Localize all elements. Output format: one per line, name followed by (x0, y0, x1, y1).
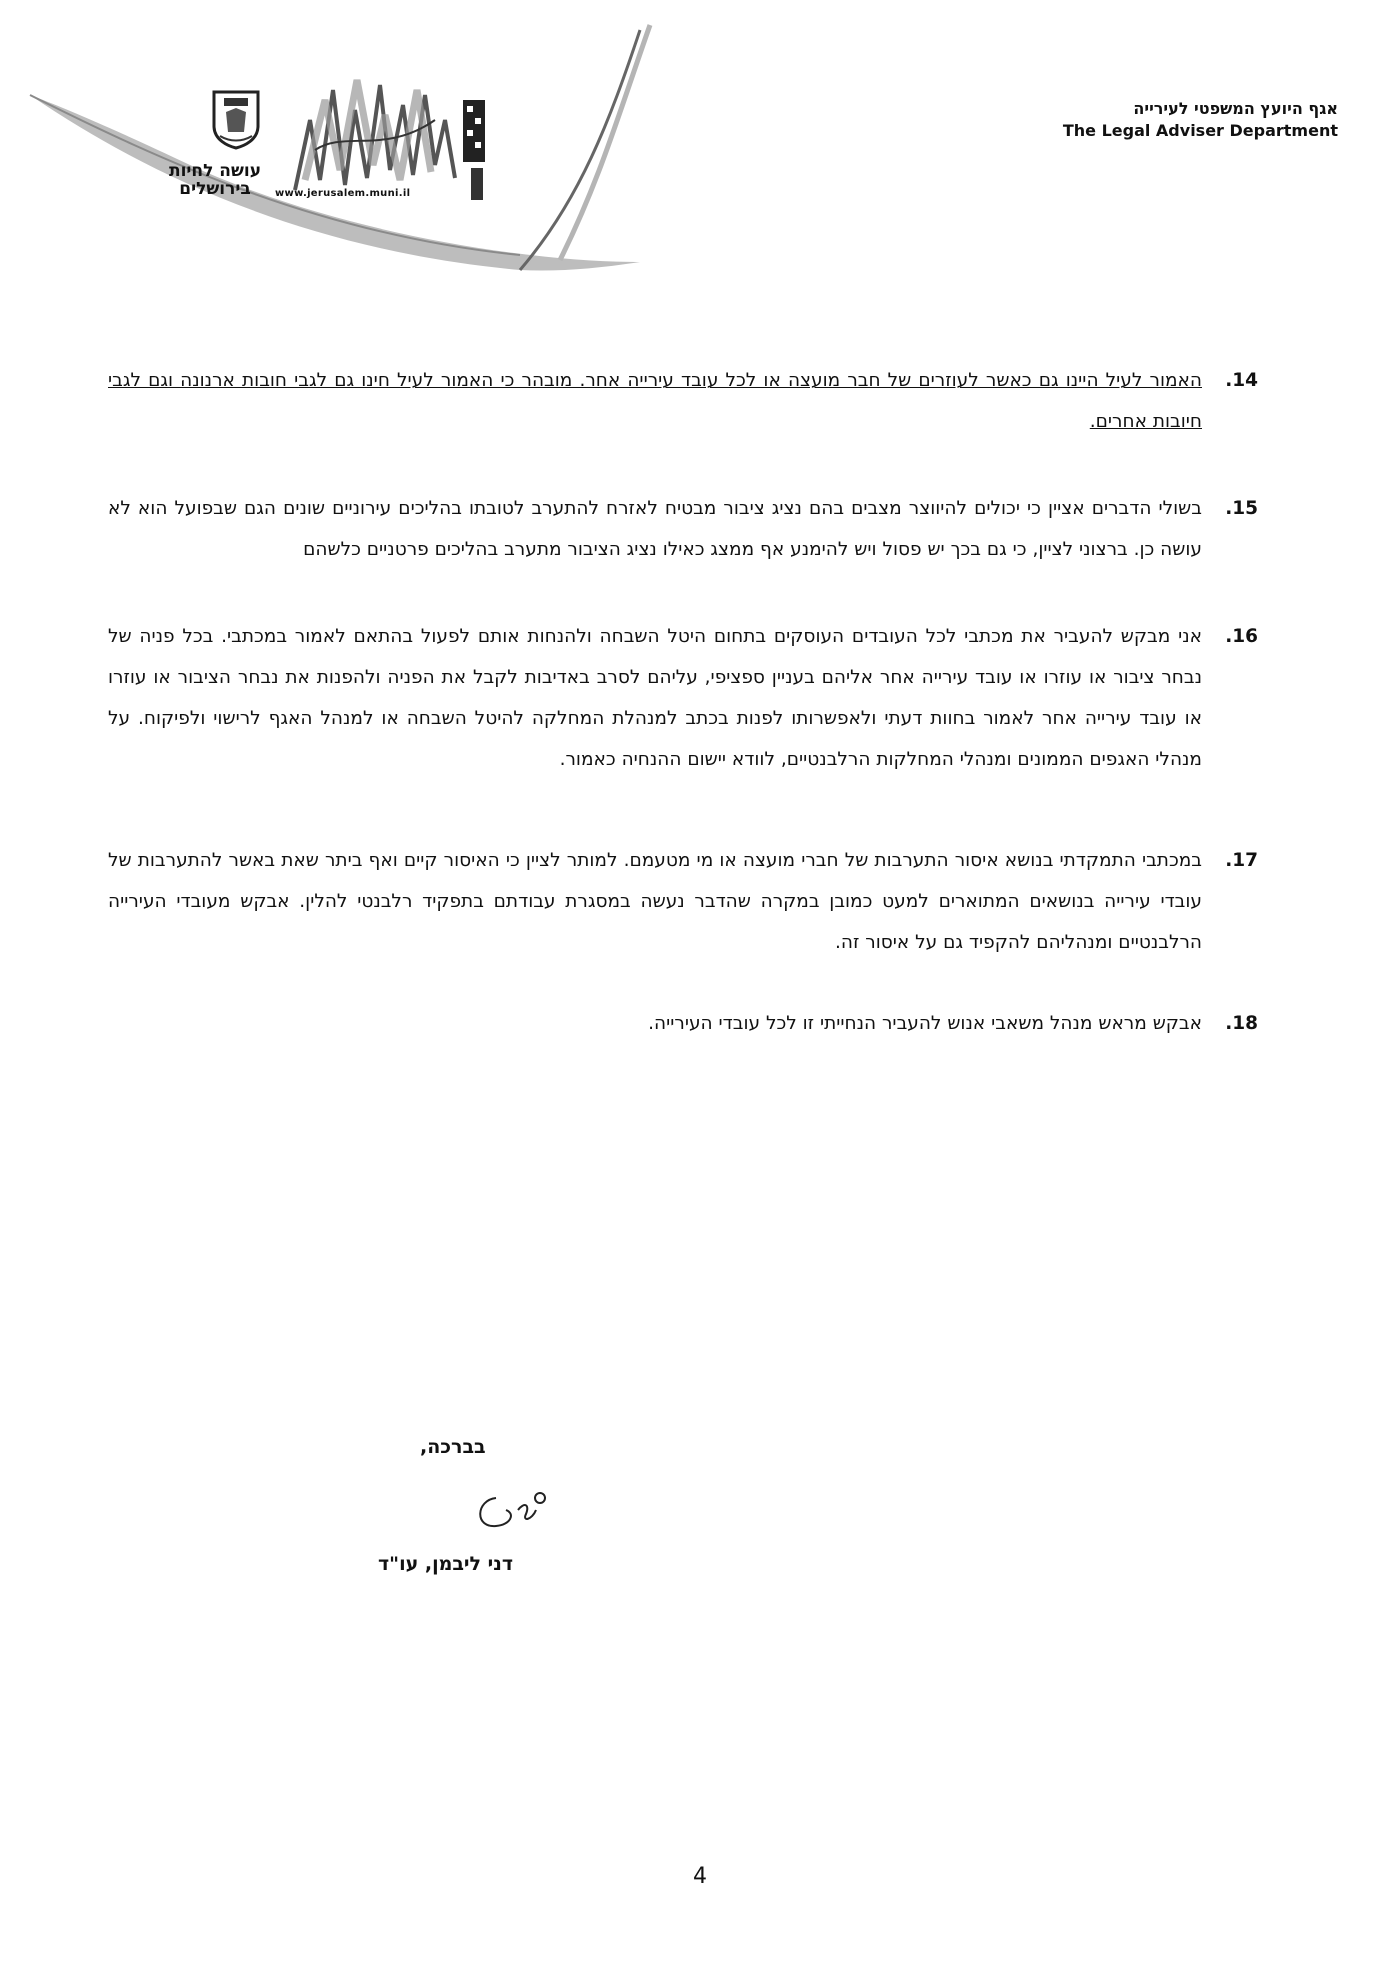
paragraph-number: 16. (1225, 626, 1258, 647)
paragraph-14 (108, 360, 1258, 442)
department-header (1063, 98, 1338, 142)
paragraph-text: האמור לעיל היינו גם כאשר לעוזרים של חבר מועצה או לכל עובד עירייה אחר. מובהר כי האמור לעיל חינו גם לגבי חובות ארנונה וגם לגבי חיובות אחרים. (108, 370, 1202, 432)
paragraph-number: 17. (1225, 850, 1258, 871)
page-number: 4 (693, 1864, 707, 1889)
paragraph-text: במכתבי התמקדתי בנושא איסור התערבות של חברי מועצה או מי מטעמם. למותר לציין כי האיסור קיים ואף ביתר שאת באשר להתערבות של עובדי עירייה בנושאים המתוארים למעט כמובן במקרה שהדבר נעשה במסגרת עבודתם בתפקיד רלבנטי להלין. אבקש מעובדי העירייה הרלבנטיים ומנהליהם להקפיד גם על איסור זה. (108, 850, 1202, 953)
paragraph-18 (108, 1003, 1258, 1044)
letter-body (108, 360, 1258, 1090)
signer-name: דני ליבמן, עו"ד (378, 1553, 514, 1575)
paragraph-text: אני מבקש להעביר את מכתבי לכל העובדים העוסקים בתחום היטל השבחה ולהנחות אותם לפעול בהתאם לאמור במכתבי. בכל פניה של נבחר ציבור או עוזרו או עובד עירייה אחר אליהם בעניין ספציפי, עליהם לסרב באדיבות לקבל את הפניה ולהפנות את נבחר הציבור או עוזרו או עובד עירייה אחר לאמור בחוות דעתי ולאפשרותו לפנות בכתב למנהלת המחלקה להיטל השבחה או למנהל האגף לרישוי ולפיקוח. על מנהלי האגפים הממונים ומנהלי המחלקות הרלבנטיים, לוודא יישום ההנחיה כאמור. (108, 626, 1202, 770)
closing-salutation: בברכה, (420, 1436, 486, 1458)
paragraph-16 (108, 616, 1258, 780)
paragraph-number: 15. (1225, 498, 1258, 519)
logo-url: www.jerusalem.muni.il (275, 188, 411, 199)
paragraph-15 (108, 488, 1258, 570)
paragraph-17 (108, 840, 1258, 963)
paragraph-number: 14. (1225, 370, 1258, 391)
department-name-hebrew: אגף היועץ המשפטי לעירייה (1133, 99, 1338, 118)
handwritten-signature (466, 1480, 556, 1540)
logo-motto: עושה לחיות בירושלים (168, 161, 262, 199)
municipality-logo (150, 60, 490, 230)
paragraph-text: בשולי הדברים אציין כי יכולים להיווצר מצבים בהם נציג ציבור מבטיח לאזרח להתערב לטובתו בהליכים עירוניים שונים הגם שבפועל הוא לא עושה כן. ברצוני לציין, כי גם בכך יש פסול ויש להימנע אף ממצג כאילו נציג הציבור מתערב בהליכים פרטניים כלשהם (108, 498, 1202, 560)
jerusalem-emblem-icon (210, 88, 262, 150)
department-name-english: The Legal Adviser Department (1062, 121, 1338, 140)
paragraph-number: 18. (1225, 1013, 1258, 1034)
paragraph-text: אבקש מראש מנהל משאבי אנוש להעביר הנחייתי זו לכל עובדי העירייה. (648, 1013, 1202, 1034)
